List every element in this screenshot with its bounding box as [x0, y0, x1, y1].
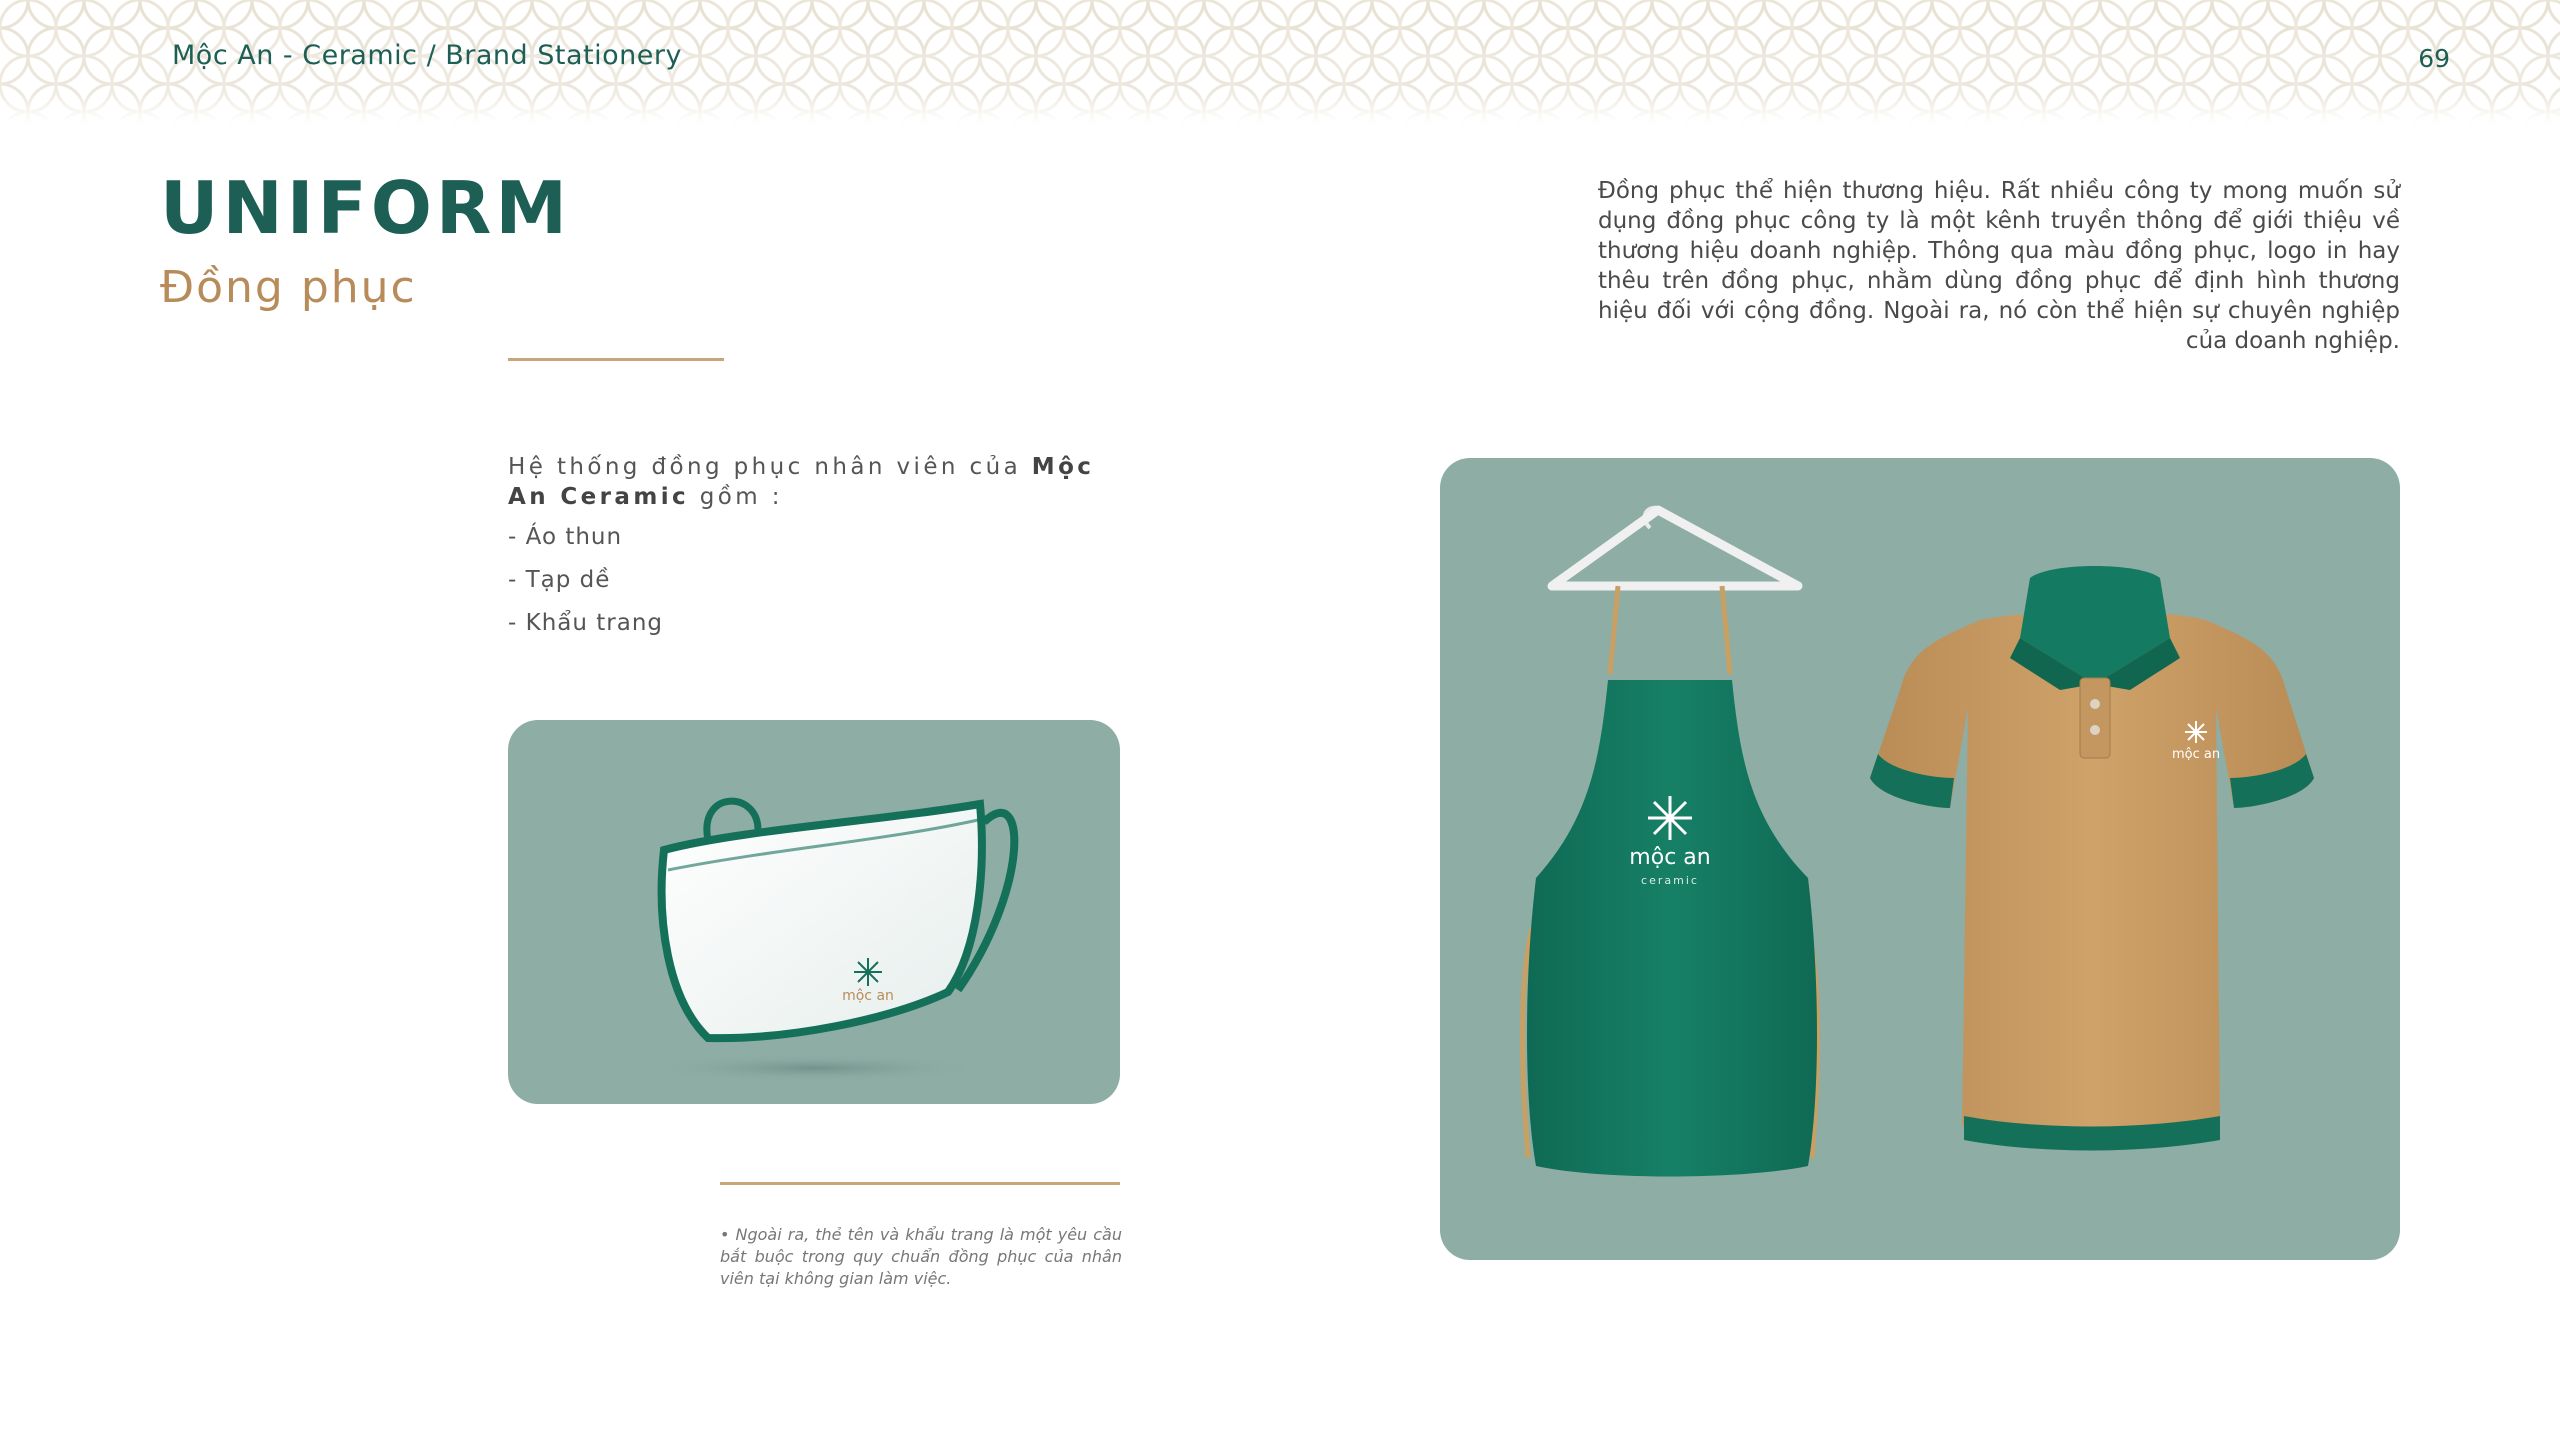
- page-subtitle: Đồng phục: [160, 262, 417, 313]
- mask-photo: [508, 720, 1120, 1104]
- uniform-list-intro: [508, 452, 1122, 512]
- footnote-divider: [720, 1182, 1120, 1185]
- page-number: 69: [2418, 44, 2450, 73]
- hanger-icon: [1552, 508, 1798, 586]
- uniform-list: [508, 452, 1122, 651]
- apron-logo-wordmark: mộc an: [1629, 845, 1711, 870]
- apron-logo-subline: ceramic: [1641, 874, 1699, 887]
- list-item: - Áo thun: [508, 524, 623, 550]
- footnote: • Ngoài ra, thẻ tên và khẩu trang là một yêu cầu bắt buộc trong quy chuẩn đồng phục của nhân viên tại không gian làm việc.: [720, 1225, 1122, 1288]
- title-divider: [508, 358, 724, 361]
- shirt-logo-wordmark: mộc an: [2171, 747, 2221, 762]
- apron-shirt-photo: [1440, 458, 2400, 1260]
- apron-shirt-illustration: [1440, 458, 2400, 1260]
- list-item: - Khẩu trang: [508, 610, 663, 636]
- face-mask-illustration: [508, 720, 1120, 1104]
- polo-shirt: [1870, 566, 2314, 1151]
- list-intro-suffix: gồm :: [689, 484, 783, 510]
- mask-logo-wordmark: mộc an: [842, 988, 894, 1004]
- list-intro-brand: Mộc An Ceramic: [508, 454, 1095, 510]
- list-item: - Tạp dề: [508, 567, 611, 593]
- intro-paragraph: Đồng phục thể hiện thương hiệu. Rất nhiều công ty mong muốn sử dụng đồng phục công ty là một kênh truyền thông để giới thiệu về thương hiệu doanh nghiệp. Thông qua màu đồng phục, logo in hay thêu trên đồng phục, nhằm dùng đồng phục để định hình thương hiệu đối với cộng đồng. Ngoài ra, nó còn thể hiện sự chuyên nghiệp của doanh nghiệp.: [1598, 178, 2400, 354]
- list-intro-prefix: Hệ thống đồng phục nhân viên của: [508, 454, 1032, 480]
- page-title: UNIFORM: [160, 166, 571, 250]
- header-breadcrumb: Mộc An - Ceramic / Brand Stationery: [172, 40, 682, 71]
